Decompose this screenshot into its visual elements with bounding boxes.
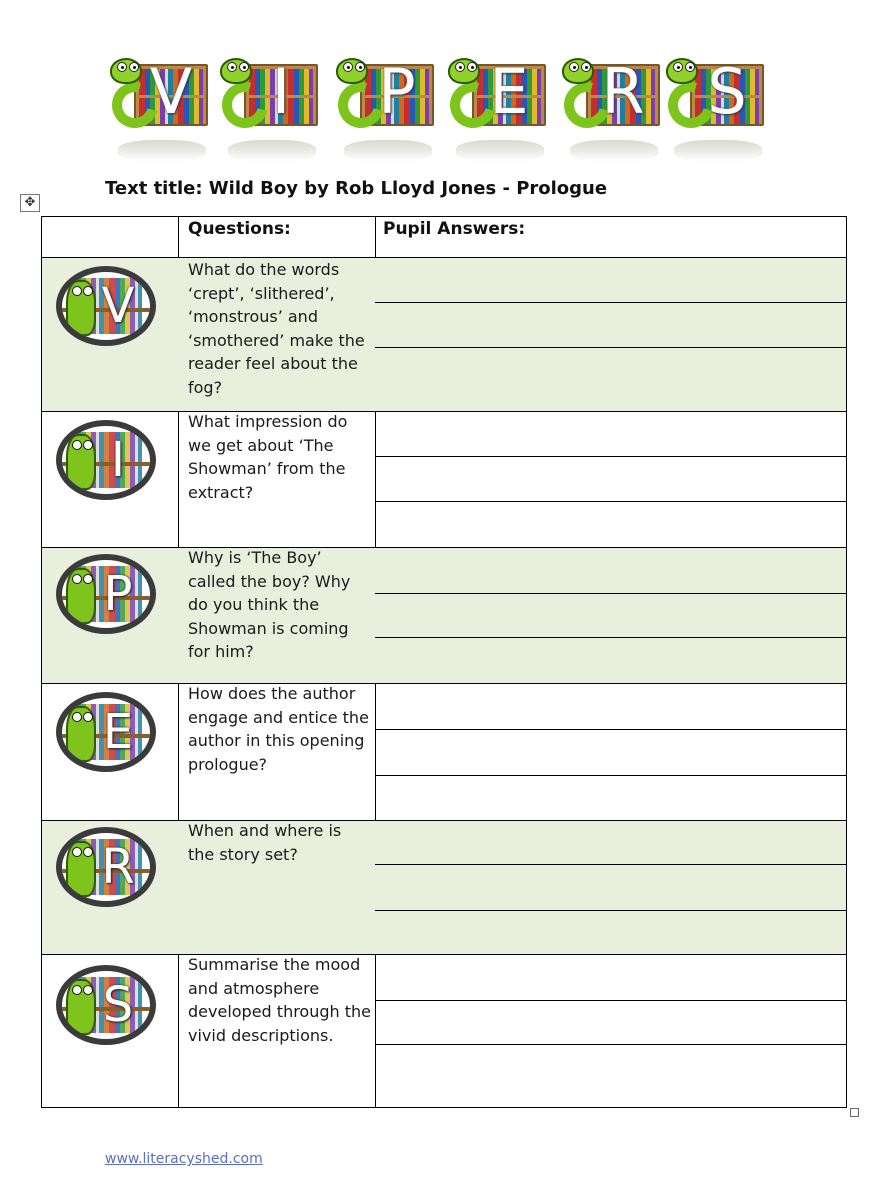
pupil-answers-header: Pupil Answers:: [383, 219, 526, 239]
question-text: How does the author engage and entice the author in this opening prologue?: [188, 684, 369, 774]
emblem-letter: I: [110, 432, 126, 488]
banner-tile-p: [334, 48, 436, 168]
emblem-letter: P: [103, 566, 133, 622]
emblem-letter: V: [101, 278, 135, 334]
banner-tile-v: [108, 48, 210, 168]
questions-header: Questions:: [188, 219, 291, 239]
banner-letter: P: [378, 55, 416, 128]
text-title: Text title: Wild Boy by Rob Lloyd Jones - Prologue: [105, 178, 608, 199]
table-move-handle-icon[interactable]: ✥: [20, 194, 40, 212]
literacyshed-link[interactable]: www.literacyshed.com: [105, 1151, 263, 1167]
banner-tile-i: [218, 48, 320, 168]
question-row-summarise: [42, 955, 846, 1107]
banner-letter: E: [489, 55, 529, 128]
banner-tile-s: [664, 48, 766, 168]
answer-line[interactable]: [375, 501, 846, 502]
answer-line[interactable]: [375, 637, 846, 638]
answer-line[interactable]: [375, 593, 846, 594]
explain-emblem-icon: [56, 692, 156, 772]
vipers-question-table: [41, 216, 847, 1108]
infer-emblem-icon: [56, 420, 156, 500]
predict-emblem-icon: [56, 554, 156, 634]
question-text: Why is ‘The Boy’ called the boy? Why do you think the Showman is coming for him?: [188, 548, 351, 661]
answer-line[interactable]: [375, 302, 846, 303]
answer-line[interactable]: [375, 347, 846, 348]
emblem-letter: R: [101, 839, 135, 895]
answer-line[interactable]: [375, 456, 846, 457]
table-header-row: [42, 217, 846, 258]
question-row-vocabulary: [42, 258, 846, 412]
retrieve-emblem-icon: [56, 827, 156, 907]
question-row-infer: [42, 412, 846, 548]
question-row-explain: [42, 684, 846, 821]
emblem-letter: S: [102, 977, 134, 1033]
question-row-predict: [42, 548, 846, 684]
answer-line[interactable]: [375, 910, 846, 911]
question-text: Summarise the mood and atmosphere developed through the vivid descriptions.: [188, 955, 371, 1045]
banner-tile-r: [560, 48, 662, 168]
answer-line[interactable]: [375, 729, 846, 730]
banner-letter: R: [601, 55, 645, 128]
banner-letter: S: [707, 55, 747, 128]
question-row-retrieve: [42, 821, 846, 955]
banner-letter: I: [271, 55, 291, 128]
answer-line[interactable]: [375, 864, 846, 865]
answer-line[interactable]: [375, 1044, 846, 1045]
summarise-emblem-icon: [56, 965, 156, 1045]
table-resize-handle[interactable]: [850, 1108, 859, 1117]
question-text: What do the words ‘crept’, ‘slithered’, ‘monstrous’ and ‘smothered’ make the reader feel about the fog?: [188, 260, 365, 397]
vipers-banner: [108, 48, 760, 168]
banner-tile-e: [446, 48, 548, 168]
question-text: What impression do we get about ‘The Showman’ from the extract?: [188, 412, 348, 502]
answer-line[interactable]: [375, 775, 846, 776]
banner-letter: V: [149, 55, 193, 128]
question-text: When and where is the story set?: [188, 821, 342, 864]
answer-line[interactable]: [375, 1000, 846, 1001]
emblem-letter: E: [102, 704, 134, 760]
vocabulary-emblem-icon: [56, 266, 156, 346]
